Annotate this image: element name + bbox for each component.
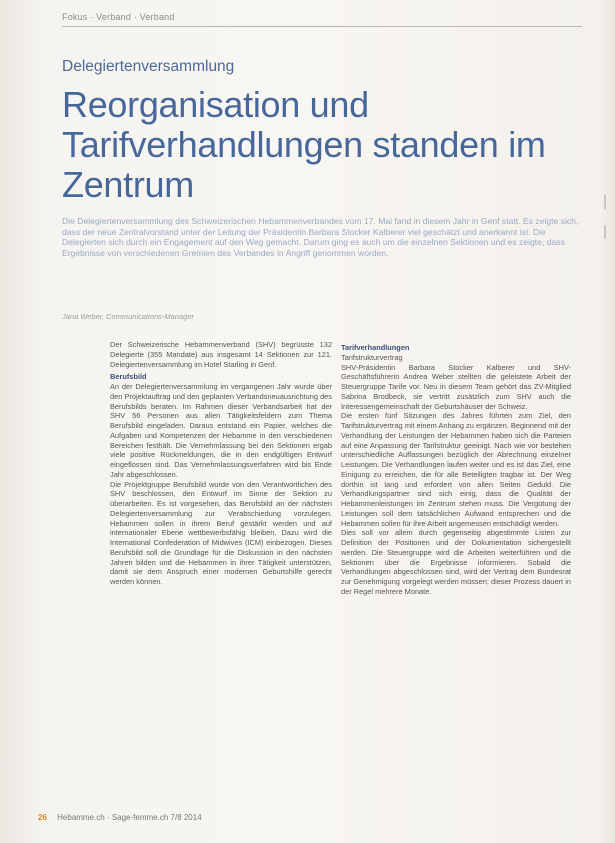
breadcrumb: Fokus · Verband · Verband bbox=[62, 12, 175, 22]
body-paragraph: Die ersten fünf Sitzungen des Jahres führten zum Ziel, den Tarifstrukturvertrag mit einem Anhang zu ergänzen. Beginnend mit der Verhandlung der Leistungen der Hebammen haben sich die Parteien auf eine Anpassung der Tarifstruktur geeinigt. Nach wie vor bestehen unterschiedliche Auffassungen bezüglich der Abrechnung einzelner Leistungen. Die Verhandlungen laufen weiter und es ist das Ziel, eine Einigung zu erreichen, die für alle Beteiligten tragbar ist. Der Weg dorthin ist lang und erfordert von allen Seiten Geduld. Die Verhandlungspartner sind sich einig, dass die Qualität der Hebammenleistungen im Zentrum stehen muss. Die Vergütung der Leistungen soll dem tatsächlichen Aufwand entsprechen und die Hebammen sollen für ihre Arbeit angemessen entschädigt werden. bbox=[341, 411, 571, 528]
column-subhead: Tarifstrukturvertrag bbox=[341, 352, 403, 362]
section-label: Delegiertenversammlung bbox=[62, 58, 235, 75]
column-subhead: Tarifverhandlungen bbox=[341, 343, 410, 352]
header-rule bbox=[62, 26, 582, 27]
page-number: 26 bbox=[38, 813, 47, 822]
page-footer bbox=[38, 813, 202, 822]
publication-info: Hebamme.ch · Sage-femme.ch 7/8 2014 bbox=[57, 813, 202, 822]
body-paragraph: Die Projektgruppe Berufsbild wurde von den Verantwortlichen des SHV beschlossen, den Entwurf im Sinne der Sektion zu überarbeiten. Es ist vorgesehen, das Berufsbild an der nächsten Delegiertenversammlung zur Verabschiedung vorzulegen. Hebammen sollen in ihrem Beruf gestärkt werden und auf internationaler Ebene wettbewerbsfähig bleiben. Dazu wird die International Confederation of Midwives (ICM) einbezogen. Dieses Berufsbild soll die Grundlage für die Diskussion in den nächsten Jahren bilden und die Hebammen in ihrer Tätigkeit unterstützen, damit sie dem Anspruch einer modernen Geburtshilfe gerecht werden können. bbox=[110, 479, 332, 586]
body-paragraph: An der Delegiertenversammlung im vergangenen Jahr wurde über den Projektauftrag und den geplanten Verbandsneuausrichtung des Berufsbilds beraten. Im Rahmen dieser Verbandsarbeit hat der SHV 56 Personen aus allen Tätigkeitsfeldern zum Thema Berufsbild eingeladen. Daraus entstand ein Papier, welches die Aufgaben und Kompetenzen der Hebamme in den verschiedenen Bereichen festhält. Die Vernehmlassung bei den Sektionen ergab viele positive Rückmeldungen, die in den endgültigen Entwurf eingeflossen sind. Das Vernehmlassungsverfahren wird bis Ende Jahr abgeschlossen. bbox=[110, 382, 332, 479]
column-subhead: Berufsbild bbox=[110, 372, 147, 382]
article-lead: Die Delegiertenversammlung des Schweizerischen Hebammenverbandes vom 17. Mai fand in diesem Jahr in Genf statt. Es zeigte sich, dass der neue Zentralvorstand unter der Leitung der Präsidentin Barbara Stocker Kalberer viel geschätzt und anerkannt ist. Die Delegierten sich durch ein Engagement auf den Weg gemacht. Darum ging es auch um die einzelnen Sektionen und es zeigte, dass Ergebnisse von verschiedenen Gremien des Verbandes in Angriff genommen worden. bbox=[62, 216, 579, 258]
article-author: Jana Weber, Communications-Manager bbox=[62, 312, 195, 321]
right-column bbox=[341, 340, 571, 597]
running-header bbox=[62, 12, 175, 22]
body-paragraph: Dies soll vor allem durch gegenseitig abgestimmte Listen zur Definition der Positionen und der Dokumentation sichergestellt werden. Die Steuergruppe wird die Arbeiten weiterführen und die Sektionen über die Ergebnisse informieren. Sobald die Verhandlungen abgeschlossen sind, wird der Vertrag dem Bundesrat zur Genehmigung vorgelegt werden müssen; dieser Prozess dauert in der Regel mehrere Monate. bbox=[341, 528, 571, 596]
body-paragraph: Der Schweizerische Hebammenverband (SHV) begrüsste 132 Delegierte (355 Mandate) aus insgesamt 14 Sektionen zur 121. Delegiertenversammlung im Hotel Starling in Genf. bbox=[110, 340, 332, 369]
margin-mark bbox=[604, 195, 606, 209]
margin-mark bbox=[604, 225, 606, 239]
left-column bbox=[110, 340, 332, 587]
body-paragraph: SHV-Präsidentin Barbara Stocker Kalberer und SHV-Geschäftsführerin Andrea Weber stellten die geleistete Arbeit der Steuergruppe Tarife vor. Neu in diesem Team gehört das ZV-Mitglied Sabrina Brodbeck, sie vertritt zusätzlich zum SHV auch die Interessengemeinschaft der Geburtshäuser der Schweiz. bbox=[341, 362, 571, 411]
article-title: Reorganisation und Tarifverhandlungen standen im Zentrum bbox=[62, 84, 546, 205]
